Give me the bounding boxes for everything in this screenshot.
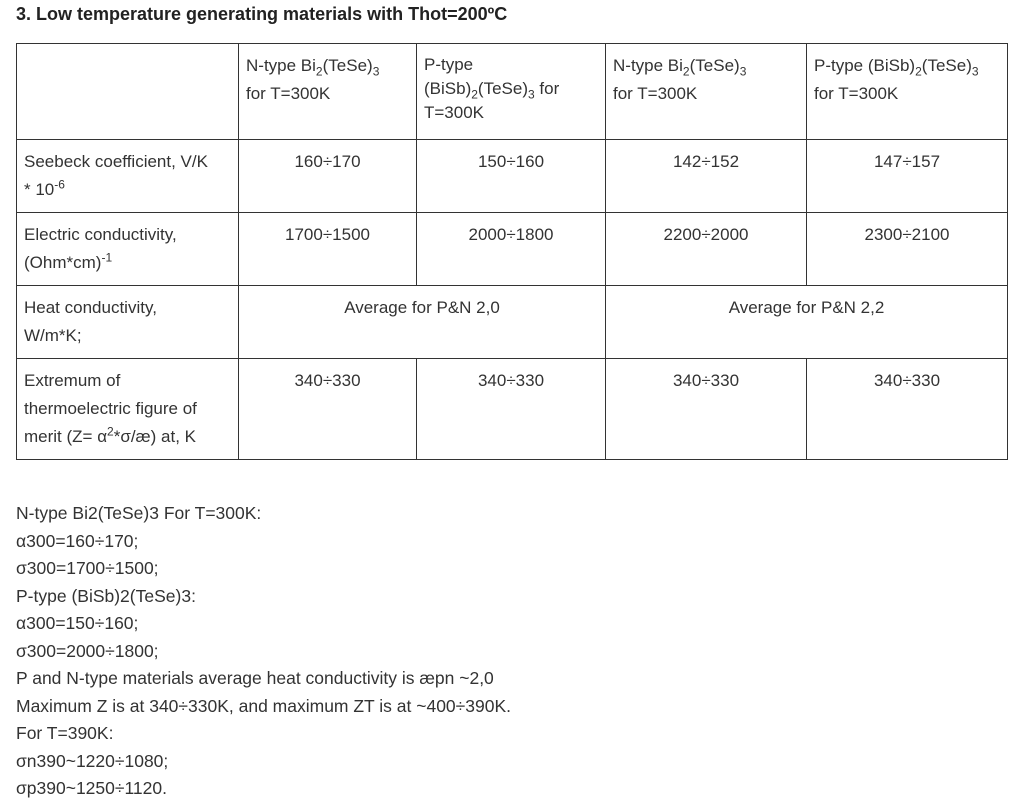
note-line: Maximum Z is at 340÷330K, and maximum ZT is at ~400÷390K. [16, 695, 511, 716]
seebeck-value: 147÷157 [807, 140, 1008, 213]
note-line: σn390~1220÷1080; [16, 750, 169, 771]
header-n-type-bi2tese3-2: N-type $Bi_2(TeSe)_3$ for T=300K [606, 44, 807, 140]
extremum-value: 340÷330 [606, 359, 807, 460]
note-line: P-type (BiSb)2(TeSe)3: [16, 585, 196, 606]
note-line: P and N-type materials average heat conductivity is æpn ~2,0 [16, 668, 494, 688]
note-line: σ300=1700÷1500; [16, 558, 159, 578]
electric-conductivity-value: 2300÷2100 [807, 213, 1008, 286]
note-line: For T=390K: [16, 723, 114, 743]
label-heat-conductivity: Heat conductivity, W/m*K; [17, 286, 239, 359]
extremum-value: 340÷330 [239, 359, 417, 460]
seebeck-value: 150÷160 [417, 140, 606, 213]
row-seebeck [17, 140, 1008, 213]
electric-conductivity-value: 1700÷1500 [239, 213, 417, 286]
extremum-value: 340÷330 [417, 359, 606, 460]
seebeck-value: 142÷152 [606, 140, 807, 213]
notes [16, 500, 511, 803]
label-seebeck: Seebeck coefficient, V/K * $10^{-6}$ [17, 140, 239, 213]
note-line: σ300=2000÷1800; [16, 640, 159, 661]
row-heat-conductivity [17, 286, 1008, 359]
header-row [17, 44, 1008, 140]
header-p-type-bisb2tese3-2: P-type $(BiSb)_2(TeSe)_3$ for T=300K [807, 44, 1008, 140]
note-line: σp390~1250÷1120. [16, 778, 167, 798]
section-title: 3. Low temperature generating materials with Thot=200ºC [16, 4, 508, 24]
header-n-type-bi2tese3: N-type $Bi_2(TeSe)_3$ for T=300K [239, 44, 417, 140]
header-p-type-bisb2tese3: P-type $(BiSb)_2(TeSe)_3$ for T=300K [417, 44, 606, 140]
electric-conductivity-value: 2200÷2000 [606, 213, 807, 286]
empty-corner-cell [17, 44, 239, 140]
note-line: α300=160÷170; [16, 530, 139, 551]
properties-table [16, 43, 1008, 460]
label-electric-conductivity: Electric conductivity, $(Ohm*cm)^{-1}$ [17, 213, 239, 286]
seebeck-value: 160÷170 [239, 140, 417, 213]
note-line: α300=150÷160; [16, 613, 139, 633]
heat-conductivity-value: Average for P&N 2,2 [606, 286, 1008, 359]
label-extremum: Extremum of thermoelectric figure of merit $(Z= \alpha^2*\sigma/æ)$ at, K [17, 359, 239, 460]
heat-conductivity-value: Average for P&N 2,0 [239, 286, 606, 359]
electric-conductivity-value: 2000÷1800 [417, 213, 606, 286]
row-extremum [17, 359, 1008, 460]
row-electric-conductivity [17, 213, 1008, 286]
note-line: N-type Bi2(TeSe)3 For T=300K: [16, 503, 262, 523]
extremum-value: 340÷330 [807, 359, 1008, 460]
